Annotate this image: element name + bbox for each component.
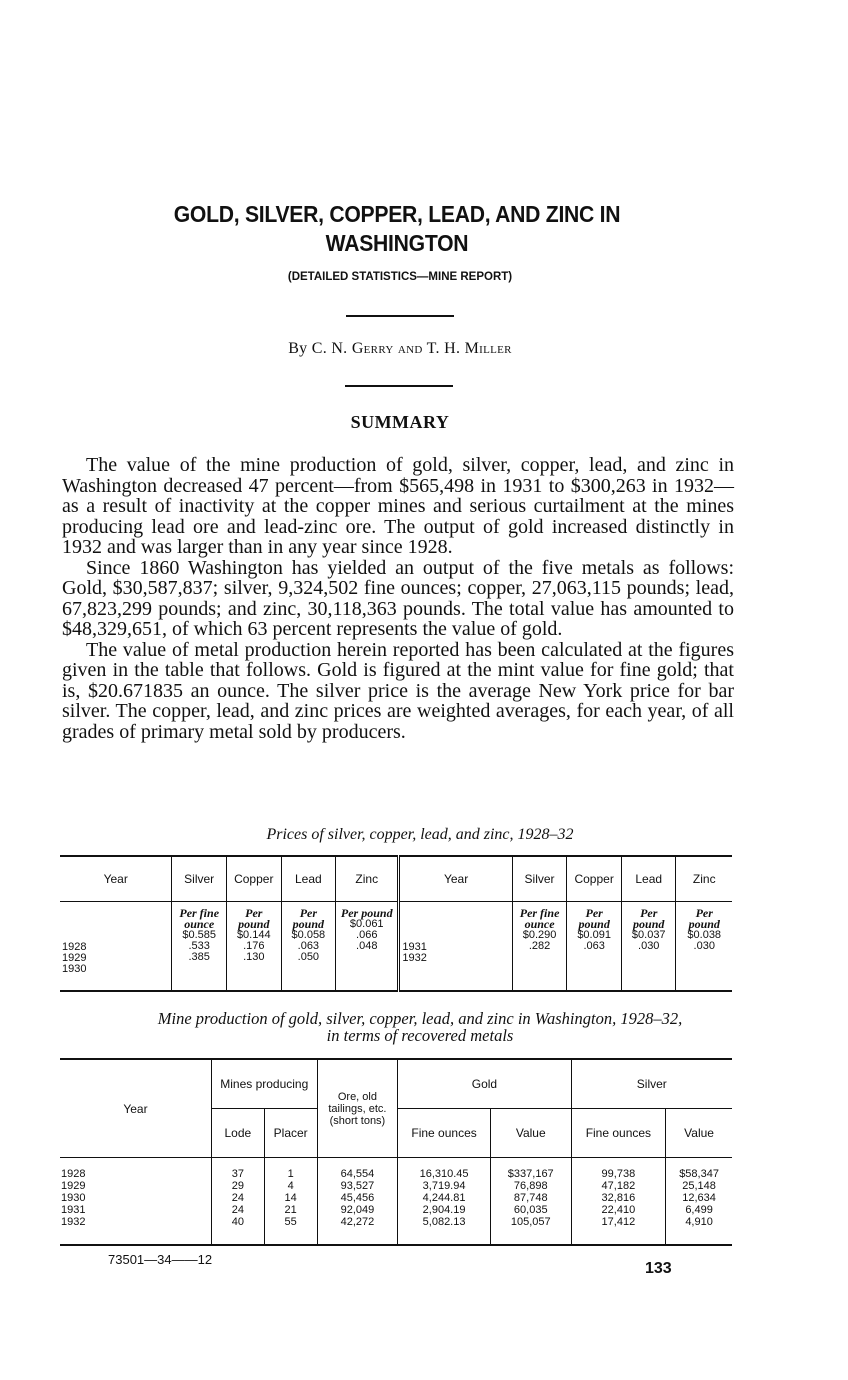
silver-value-column: $58,347 25,148 12,634 6,499 4,910 <box>666 1158 732 1246</box>
silver-values: $0.290 .282 <box>522 929 557 952</box>
subtitle: (DETAILED STATISTICS—MINE REPORT) <box>287 271 513 283</box>
paragraph-3: The value of metal production herein reported has been calculated at the figures given in the table that follows. Gold is figured at the mint value for fine gold; that is, $20.671835 an ounce. The silver price is the average New York price for bar silver. The copper, lead, and zinc prices are weighted averages, for each year, of all grades of primary metal sold by producers. <box>62 638 734 743</box>
caption-line-1: Mine production of gold, silver, copper, lead, and zinc in Washington, 1928–32, <box>157 1009 683 1028</box>
copper-cell <box>226 902 281 992</box>
ore-column: 64,554 93,527 45,456 92,049 42,272 <box>317 1158 398 1246</box>
author-1: Gerry and <box>351 340 423 357</box>
copper-cell <box>567 902 622 992</box>
col-silver: Silver <box>512 856 567 902</box>
lead-values: $0.037 .030 <box>631 929 666 952</box>
col-gold-fine-ounces: Fine ounces <box>398 1109 491 1158</box>
divider <box>345 385 453 387</box>
years-column: 1928 1929 1930 1931 1932 <box>60 1158 211 1246</box>
production-table <box>60 1058 732 1246</box>
col-silver-value: Value <box>666 1109 732 1158</box>
unit-label: Per pound <box>340 906 393 920</box>
lode-column: 37 29 24 24 40 <box>211 1158 264 1246</box>
col-lead: Lead <box>621 856 676 902</box>
page-title <box>32 200 762 258</box>
caption-line-2: in terms of recovered metals <box>326 1026 514 1045</box>
unit-label: Per pound <box>292 906 325 931</box>
unit-label: Per fine ounce <box>179 906 220 931</box>
byline-prefix: By C. N. <box>288 340 348 357</box>
copper-values: $0.144 .176 .130 <box>236 929 271 963</box>
col-copper: Copper <box>567 856 622 902</box>
lead-cell <box>281 902 336 992</box>
placer-column: 1 4 14 21 55 <box>264 1158 317 1246</box>
prices-table-caption: Prices of silver, copper, lead, and zinc, 1928–32 <box>266 826 574 843</box>
summary-body <box>62 455 734 742</box>
year-list: 1931 1932 <box>402 941 427 964</box>
unit-label: Per pound <box>688 906 720 931</box>
col-zinc: Zinc <box>336 856 399 902</box>
years-cell <box>399 902 512 992</box>
byline-mid: T. H. <box>426 340 461 357</box>
author-2: Miller <box>464 340 512 357</box>
col-year: Year <box>399 856 512 902</box>
col-zinc: Zinc <box>676 856 732 902</box>
unit-label: Per pound <box>578 906 610 931</box>
years-cell <box>60 902 172 992</box>
unit-label: Per fine ounce <box>519 906 560 931</box>
gold-ounces-column: 16,310.45 3,719.94 4,244.81 2,904.19 5,082.13 <box>398 1158 491 1246</box>
title-line-2: WASHINGTON <box>325 230 469 256</box>
col-silver: Silver <box>571 1059 732 1109</box>
col-silver: Silver <box>172 856 227 902</box>
copper-values: $0.091 .063 <box>577 929 611 952</box>
paragraph-1: The value of the mine production of gold, silver, copper, lead, and zinc in Washington decreased 47 percent—from $565,498 in 1931 to $300,263 in 1932—as a result of inactivity at the copper mines and serious curtailment at the mines producing lead ore and lead-zinc ore. The output of gold increased distinctly in 1932 and was larger than in any year since 1928. <box>62 454 734 558</box>
unit-label: Per pound <box>633 906 665 931</box>
zinc-cell <box>336 902 399 992</box>
unit-label: Per pound <box>238 906 270 931</box>
col-placer: Placer <box>264 1109 317 1158</box>
page-number: 133 <box>645 1260 672 1277</box>
col-lead: Lead <box>281 856 336 902</box>
print-code: 73501—34——12 <box>108 1252 213 1267</box>
col-mines-producing: Mines producing <box>211 1059 317 1109</box>
zinc-cell <box>676 902 732 992</box>
col-ore: Ore, old tailings, etc. (short tons) <box>317 1059 398 1158</box>
col-year: Year <box>60 856 172 902</box>
col-silver-fine-ounces: Fine ounces <box>571 1109 666 1158</box>
lead-values: $0.058 .063 .050 <box>291 929 326 963</box>
title-line-1: GOLD, SILVER, COPPER, LEAD, AND ZINC IN <box>173 201 621 227</box>
zinc-values: $0.038 .030 <box>687 929 722 952</box>
paragraph-2: Since 1860 Washington has yielded an output of the five metals as follows: Gold, $30,587,837; silver, 9,324,502 fine ounces; copper, 27,063,115 pounds; lead, 67,823,299 pounds; and zinc, 30,118,363 pounds. The total value has amounted to $48,329,651, of which 63 percent represents the value of gold. <box>62 556 734 640</box>
col-gold: Gold <box>398 1059 571 1109</box>
col-year: Year <box>60 1059 211 1158</box>
silver-values: $0.585 .533 .385 <box>182 929 217 963</box>
divider <box>346 315 454 317</box>
col-gold-value: Value <box>490 1109 571 1158</box>
production-table-caption <box>40 1010 800 1044</box>
silver-cell <box>172 902 227 992</box>
col-copper: Copper <box>226 856 281 902</box>
prices-table <box>60 855 732 992</box>
summary-heading: SUMMARY <box>350 412 450 432</box>
gold-value-column: $337,167 76,898 87,748 60,035 105,057 <box>490 1158 571 1246</box>
year-list: 1928 1929 1930 <box>62 941 87 975</box>
lead-cell <box>621 902 676 992</box>
byline <box>0 340 800 358</box>
zinc-values: $0.061 .066 .048 <box>349 918 384 952</box>
silver-ounces-column: 99,738 47,182 32,816 22,410 17,412 <box>571 1158 666 1246</box>
col-lode: Lode <box>211 1109 264 1158</box>
silver-cell <box>512 902 567 992</box>
